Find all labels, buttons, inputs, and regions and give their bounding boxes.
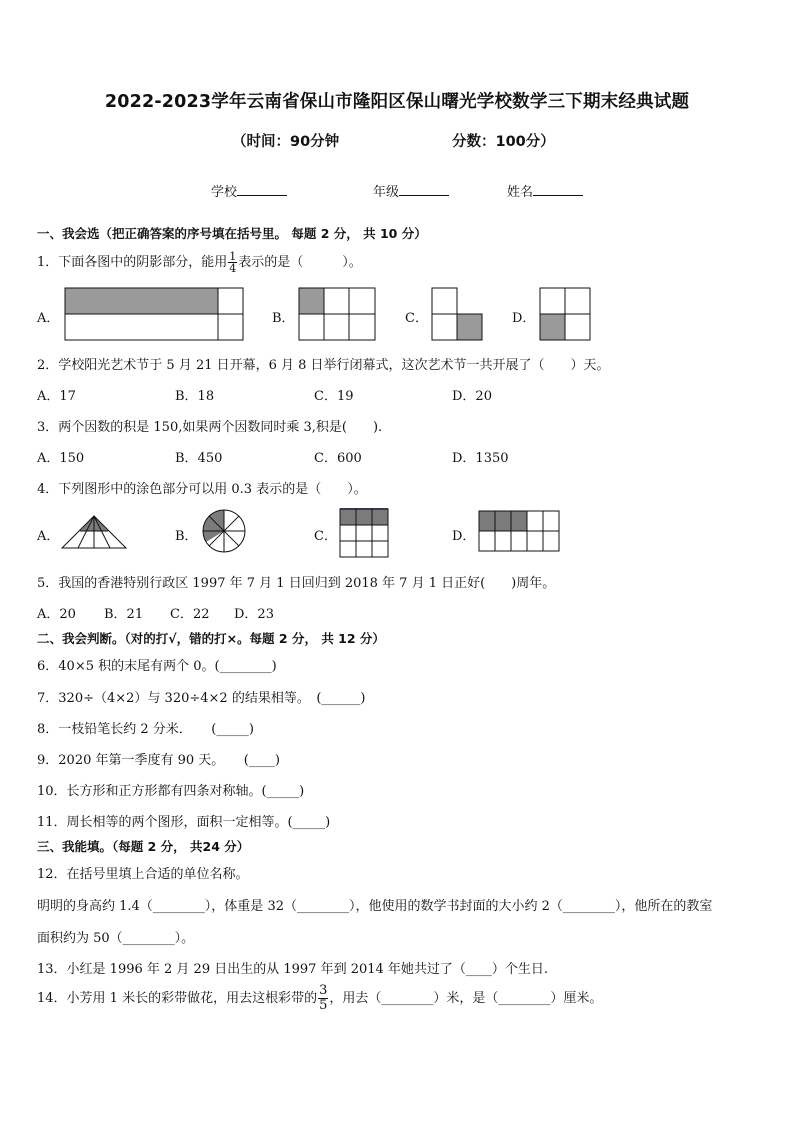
q4-figure-a-triangle xyxy=(60,514,130,550)
question-13: 13．小红是 1996 年 2 月 29 日出生的从 1997 年到 2014 年她共过了（____）个生日. xyxy=(37,962,549,977)
grade-field[interactable]: 年级 xyxy=(373,181,449,200)
q1b-shaded-part xyxy=(299,288,324,314)
question-12: 12．在括号里填上合适的单位名称。 xyxy=(37,867,249,882)
q1-figure-c xyxy=(431,287,485,341)
q1-figure-d xyxy=(539,287,593,341)
question-3: 3．两个因数的积是 150,如果两个因数同时乘 3,积是( ). xyxy=(37,420,383,435)
exam-score: 分数：100分） xyxy=(452,134,555,150)
q2-option-a[interactable]: A．17 xyxy=(37,389,76,404)
q4-option-a[interactable]: A． xyxy=(37,529,60,544)
q4-option-c[interactable]: C． xyxy=(314,529,337,544)
q1c-shaded-part xyxy=(457,314,482,340)
q1-figure-a xyxy=(64,287,244,341)
name-field[interactable]: 姓名 xyxy=(507,181,583,200)
section-3-heading: 三、我能填。（每题 2 分， 共24 分） xyxy=(37,839,250,854)
exam-title: 2022-2023学年云南省保山市隆阳区保山曙光学校数学三下期末经典试题 xyxy=(104,92,690,112)
q1-figure-b xyxy=(298,287,376,341)
q5-option-d[interactable]: D．23 xyxy=(234,607,274,622)
q1-option-c[interactable]: C． xyxy=(405,311,428,326)
q1a-shaded-part xyxy=(65,288,218,314)
question-4: 4．下列图形中的涂色部分可以用 0.3 表示的是（ ）。 xyxy=(37,482,367,497)
question-14: 14．小芳用 1 米长的彩带做花，用去这根彩带的 $\frac{3}{5}$ ，用去（________）米，是（________）厘米。 xyxy=(37,983,603,1013)
exam-time: （时间：90分钟 xyxy=(232,134,340,150)
q1-option-a[interactable]: A． xyxy=(37,311,60,326)
q2-option-b[interactable]: B．18 xyxy=(175,389,215,404)
question-2: 2．学校阳光艺术节于 5 月 21 日开幕，6 月 8 日举行闭幕式，这次艺术节一共开展了（ ）天。 xyxy=(37,358,610,373)
school-field[interactable]: 学校 xyxy=(211,181,287,200)
q3-option-b[interactable]: B．450 xyxy=(175,451,223,466)
q2-option-c[interactable]: C．19 xyxy=(314,389,354,404)
q4-figure-c-grid xyxy=(339,508,389,558)
q2-option-d[interactable]: D．20 xyxy=(452,389,492,404)
q5-option-b[interactable]: B．21 xyxy=(104,607,144,622)
q3-option-c[interactable]: C．600 xyxy=(314,451,362,466)
q5-option-c[interactable]: C．22 xyxy=(170,607,210,622)
q4d-shaded-part xyxy=(479,511,527,531)
q4-figure-d-grid xyxy=(478,510,562,554)
q1d-shaded-part xyxy=(540,314,565,340)
fraction-three-fifths: $\frac{3}{5}$ xyxy=(319,983,328,1013)
q5-option-a[interactable]: A．20 xyxy=(37,607,76,622)
q3-option-a[interactable]: A．150 xyxy=(37,451,85,466)
q4-option-b[interactable]: B． xyxy=(175,529,198,544)
q1-option-b[interactable]: B． xyxy=(272,311,295,326)
question-12-line-2: 面积约为 50（________）。 xyxy=(37,931,195,946)
q4-figure-b-circle xyxy=(201,508,247,554)
question-10: 10．长方形和正方形都有四条对称轴。(_____) xyxy=(37,784,305,799)
question-1: 1．下面各图中的阴影部分，能用 $\frac{1}{4}$ 表示的是（ ）。 xyxy=(37,250,362,275)
question-9: 9．2020 年第一季度有 90 天。 (____) xyxy=(37,753,280,768)
q4-option-d[interactable]: D． xyxy=(452,529,476,544)
fraction-one-quarter: $\frac{1}{4}$ xyxy=(229,250,237,275)
question-7: 7．320÷（4×2）与 320÷4×2 的结果相等。 (______) xyxy=(37,691,366,706)
question-12-line-1: 明明的身高约 1.4（________），体重是 32（________），他使用的数学书封面的大小约 2（________），他所在的教室 xyxy=(37,899,713,914)
q1-option-d[interactable]: D． xyxy=(512,311,536,326)
question-6: 6．40×5 积的末尾有两个 0。(________) xyxy=(37,659,277,674)
section-1-heading: 一、我会选（把正确答案的序号填在括号里。 每题 2 分， 共 10 分） xyxy=(37,226,427,241)
q4c-shaded-part xyxy=(340,509,388,525)
question-8: 8．一枝铅笔长约 2 分米． (_____) xyxy=(37,722,254,737)
question-11: 11．周长相等的两个图形，面积一定相等。(_____) xyxy=(37,815,331,830)
question-5: 5．我国的香港特别行政区 1997 年 7 月 1 日回归到 2018 年 7 月 1 日正好( )周年。 xyxy=(37,576,556,591)
section-2-heading: 二、我会判断。（对的打√，错的打×。每题 2 分， 共 12 分） xyxy=(37,631,385,646)
q3-option-d[interactable]: D．1350 xyxy=(452,451,509,466)
